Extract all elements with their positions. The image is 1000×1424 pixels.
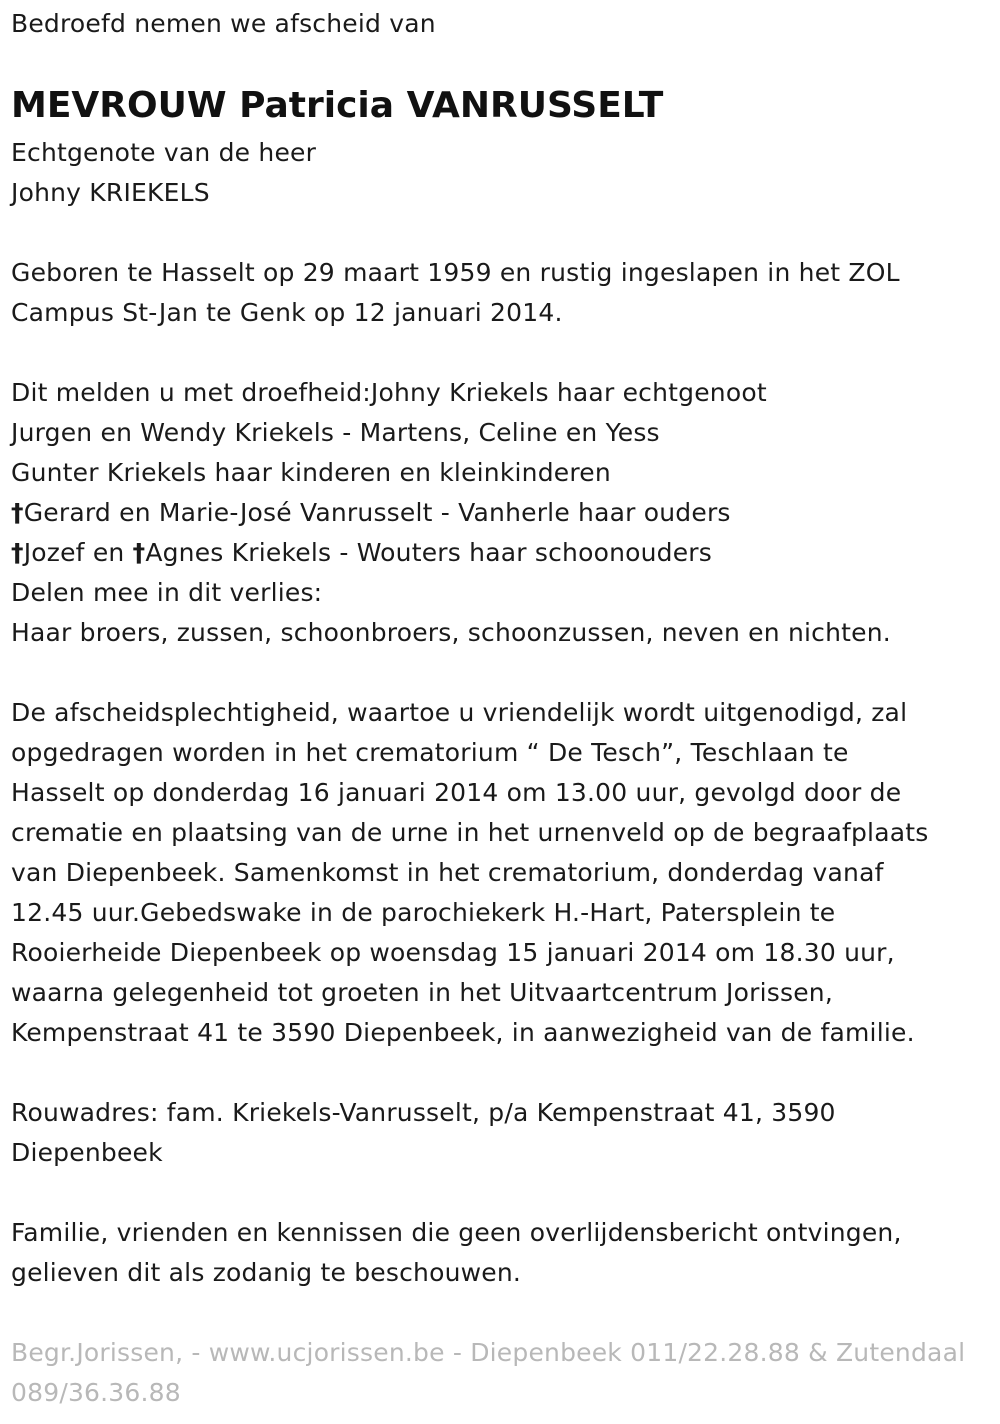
- spouse-line: Echtgenote van de heer: [11, 138, 317, 167]
- footer-line: Begr.Jorissen, - www.ucjorissen.be - Diepenbeek 011/22.28.88 & Zutendaal: [11, 1338, 966, 1367]
- in-laws-text-second: Agnes Kriekels - Wouters haar schoonouders: [145, 538, 713, 567]
- notice-section: [11, 1213, 902, 1293]
- footer-line: 089/36.36.88: [11, 1378, 181, 1407]
- cross-icon: †: [11, 498, 24, 527]
- family-line: Haar broers, zussen, schoonbroers, schoonzussen, neven en nichten.: [11, 618, 891, 647]
- notice-line: Familie, vrienden en kennissen die geen overlijdensbericht ontvingen,: [11, 1218, 902, 1247]
- ceremony-line: van Diepenbeek. Samenkomst in het crematorium, donderdag vanaf: [11, 858, 884, 887]
- address-line: Diepenbeek: [11, 1138, 163, 1167]
- ceremony-line: Rooierheide Diepenbeek op woensdag 15 januari 2014 om 18.30 uur,: [11, 938, 895, 967]
- ceremony-section: [11, 693, 928, 1053]
- family-line-in-laws: [11, 533, 891, 573]
- ceremony-line: Kempenstraat 41 te 3590 Diepenbeek, in aanwezigheid van de familie.: [11, 1018, 915, 1047]
- ceremony-line: Hasselt op donderdag 16 januari 2014 om 13.00 uur, gevolgd door de: [11, 778, 902, 807]
- ceremony-line: waarna gelegenheid tot groeten in het Uitvaartcentrum Jorissen,: [11, 978, 833, 1007]
- mourning-address-section: [11, 1093, 836, 1173]
- parents-text: Gerard en Marie-José Vanrusselt - Vanherle haar ouders: [23, 498, 731, 527]
- family-line: Delen mee in dit verlies:: [11, 578, 323, 607]
- family-line: Jurgen en Wendy Kriekels - Martens, Celine en Yess: [11, 418, 660, 447]
- deceased-name: MEVROUW Patricia VANRUSSELT: [11, 85, 664, 126]
- ceremony-line: opgedragen worden in het crematorium “ De Tesch”, Teschlaan te: [11, 738, 849, 767]
- notice-line: gelieven dit als zodanig te beschouwen.: [11, 1258, 522, 1287]
- funeral-home-footer: [11, 1333, 965, 1413]
- cross-icon: †: [11, 538, 24, 567]
- cross-icon: †: [132, 538, 146, 567]
- intro-text: Bedroefd nemen we afscheid van: [11, 9, 436, 38]
- ceremony-line: 12.45 uur.Gebedswake in de parochiekerk H.-Hart, Patersplein te: [11, 898, 836, 927]
- family-line: Gunter Kriekels haar kinderen en kleinkinderen: [11, 458, 611, 487]
- spouse-line: Johny KRIEKELS: [11, 178, 210, 207]
- spouse-section: [11, 133, 316, 213]
- birth-line: Geboren te Hasselt op 29 maart 1959 en rustig ingeslapen in het ZOL: [11, 258, 900, 287]
- family-line-parents: [11, 493, 891, 533]
- birth-line: Campus St-Jan te Genk op 12 januari 2014.: [11, 298, 563, 327]
- family-line: Dit melden u met droefheid:Johny Kriekels haar echtgenoot: [11, 378, 767, 407]
- birth-death-section: [11, 253, 900, 333]
- ceremony-line: crematie en plaatsing van de urne in het urnenveld op de begraafplaats: [11, 818, 929, 847]
- in-laws-text-first: Jozef en: [23, 538, 133, 567]
- family-section: [11, 373, 891, 653]
- address-line: Rouwadres: fam. Kriekels-Vanrusselt, p/a Kempenstraat 41, 3590: [11, 1098, 836, 1127]
- ceremony-line: De afscheidsplechtigheid, waartoe u vriendelijk wordt uitgenodigd, zal: [11, 698, 908, 727]
